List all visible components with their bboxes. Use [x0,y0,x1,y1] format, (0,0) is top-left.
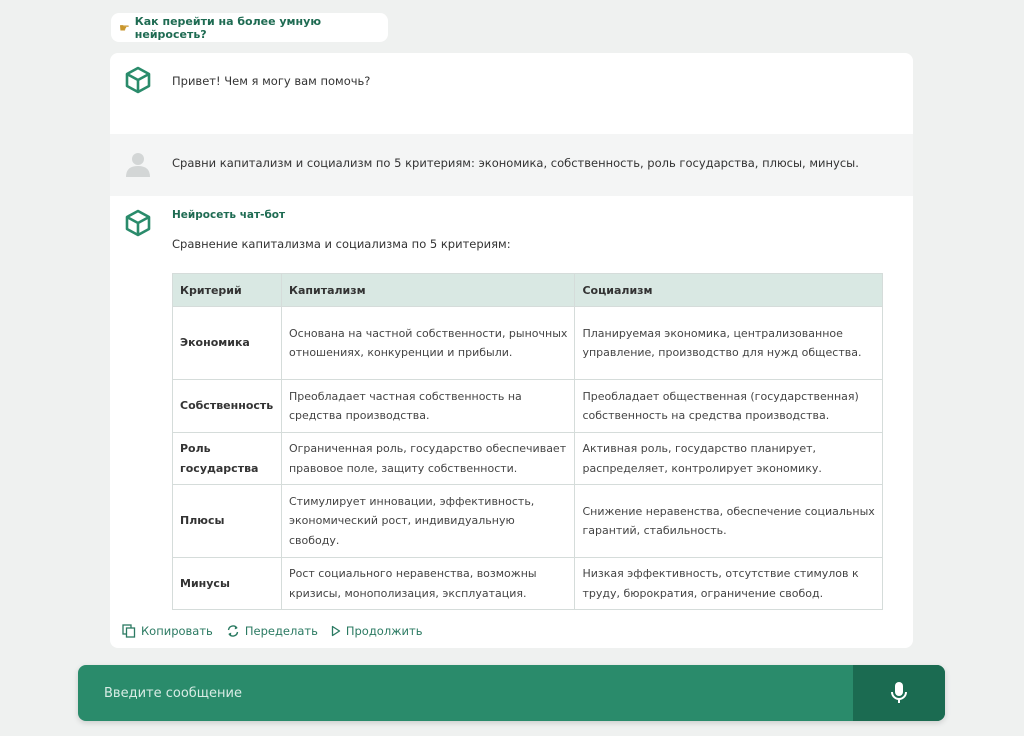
bot-answer-message [110,196,913,648]
table-row [173,485,883,558]
table-row [173,433,883,485]
socialism-cell: Низкая эффективность, отсутствие стимулов к труду, бюрократия, ограничение свобод. [575,558,883,610]
capitalism-cell: Стимулирует инновации, эффективность, экономический рост, индивидуальную свободу. [281,485,575,558]
pointing-hand-icon: ☛ [119,20,130,35]
criterion-cell: Плюсы [173,485,282,558]
smarter-ai-link-label: Как перейти на более умную нейросеть? [134,14,322,41]
copy-label: Копировать [141,624,213,638]
capitalism-cell: Ограниченная роль, государство обеспечивает правовое поле, защиту собственности. [281,433,575,485]
chat-panel [110,53,913,648]
socialism-cell: Активная роль, государство планирует, распределяет, контролирует экономику. [575,433,883,485]
continue-label: Продолжить [345,624,423,638]
column-header: Критерий [173,274,282,307]
criterion-cell: Минусы [173,558,282,610]
microphone-icon [890,681,908,705]
copy-icon [122,624,136,638]
play-icon [331,625,341,637]
refresh-icon [226,624,240,638]
redo-button[interactable] [226,624,318,638]
user-silhouette-icon [123,149,153,179]
user-message [110,134,913,196]
copy-button[interactable] [122,624,213,638]
table-row [173,558,883,610]
column-header: Социализм [575,274,883,307]
bot-cube-icon [123,208,153,238]
capitalism-cell: Преобладает частная собственность на средства производства. [281,380,575,433]
bot-name: Нейросеть чат-бот [172,209,286,221]
smarter-ai-link[interactable] [111,13,388,42]
redo-label: Переделать [244,624,318,638]
greeting-text: Привет! Чем я могу вам помочь? [172,74,371,88]
capitalism-cell: Рост социального неравенства, возможны кризисы, монополизация, эксплуатация. [281,558,575,610]
message-composer [78,665,945,721]
answer-intro: Сравнение капитализма и социализма по 5 критериям: [172,237,511,251]
user-message-text: Сравни капитализм и социализм по 5 критериям: экономика, собственность, роль государства, плюсы, минусы. [172,156,859,170]
bot-cube-icon [123,65,153,95]
table-row [173,380,883,433]
table-row [173,307,883,380]
criterion-cell: Собственность [173,380,282,433]
bot-greeting-message [110,53,913,134]
voice-input-button[interactable] [853,665,945,721]
table-header-row [173,274,883,307]
column-header: Капитализм [281,274,575,307]
capitalism-cell: Основана на частной собственности, рыночных отношениях, конкуренции и прибыли. [281,307,575,380]
criterion-cell: Роль государства [173,433,282,485]
answer-actions [122,624,422,638]
socialism-cell: Преобладает общественная (государственная) собственность на средства производства. [575,380,883,433]
comparison-table [172,273,883,610]
criterion-cell: Экономика [173,307,282,380]
socialism-cell: Снижение неравенства, обеспечение социальных гарантий, стабильность. [575,485,883,558]
socialism-cell: Планируемая экономика, централизованное управление, производство для нужд общества. [575,307,883,380]
message-input[interactable] [78,665,853,721]
continue-button[interactable] [331,624,423,638]
